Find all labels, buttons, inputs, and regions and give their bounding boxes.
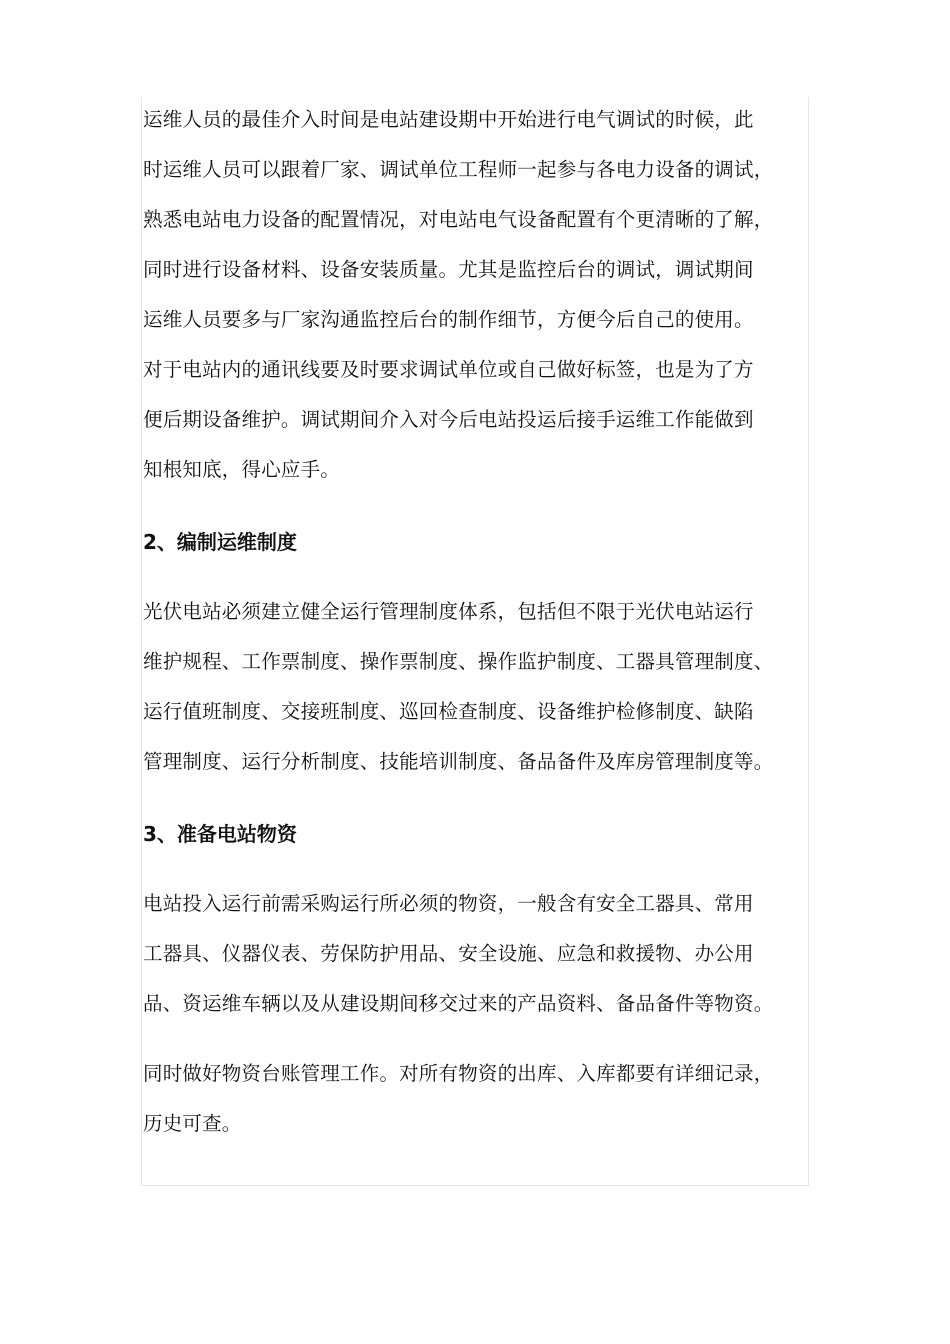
text-line: 工器具、仪器仪表、劳保防护用品、安全设施、应急和救援物、办公用 [143,942,754,965]
section-heading-maintenance-system: 2、编制运维制度 [143,530,297,554]
text-line: 熟悉电站电力设备的配置情况，对电站电气设备配置有个更清晰的了解， [143,208,774,231]
text-line: 品、资运维车辆以及从建设期间移交过来的产品资料、备品备件等物资。 [143,992,774,1015]
paragraph-intervention-timing [143,95,823,495]
text-line: 历史可查。 [143,1112,242,1135]
document-body [143,95,823,1149]
text-line: 电站投入运行前需采购运行所必须的物资，一般含有安全工器具、常用 [143,892,754,915]
text-line: 管理制度、运行分析制度、技能培训制度、备品备件及库房管理制度等。 [143,750,774,773]
text-line: 时运维人员可以跟着厂家、调试单位工程师一起参与各电力设备的调试， [143,158,774,181]
text-line: 便后期设备维护。调试期间介入对今后电站投运后接手运维工作能做到 [143,408,754,431]
text-line: 对于电站内的通讯线要及时要求调试单位或自己做好标签，也是为了方 [143,358,754,381]
text-line: 运行值班制度、交接班制度、巡回检查制度、设备维护检修制度、缺陷 [143,700,754,723]
text-line: 同时做好物资台账管理工作。对所有物资的出库、入库都要有详细记录， [143,1062,774,1085]
text-line: 同时进行设备材料、设备安装质量。尤其是监控后台的调试，调试期间 [143,258,754,281]
text-line: 知根知底，得心应手。 [143,458,341,481]
paragraph-management-system [143,587,823,787]
paragraph-supplies-procurement [143,879,823,1029]
text-line: 光伏电站必须建立健全运行管理制度体系，包括但不限于光伏电站运行 [143,600,754,623]
text-line: 运维人员要多与厂家沟通监控后台的制作细节，方便今后自己的使用。 [143,308,754,331]
paragraph-supplies-ledger [143,1049,823,1149]
section-heading-station-supplies: 3、准备电站物资 [143,822,297,846]
text-line: 运维人员的最佳介入时间是电站建设期中开始进行电气调试的时候，此 [143,108,754,131]
text-line: 维护规程、工作票制度、操作票制度、操作监护制度、工器具管理制度、 [143,650,774,673]
